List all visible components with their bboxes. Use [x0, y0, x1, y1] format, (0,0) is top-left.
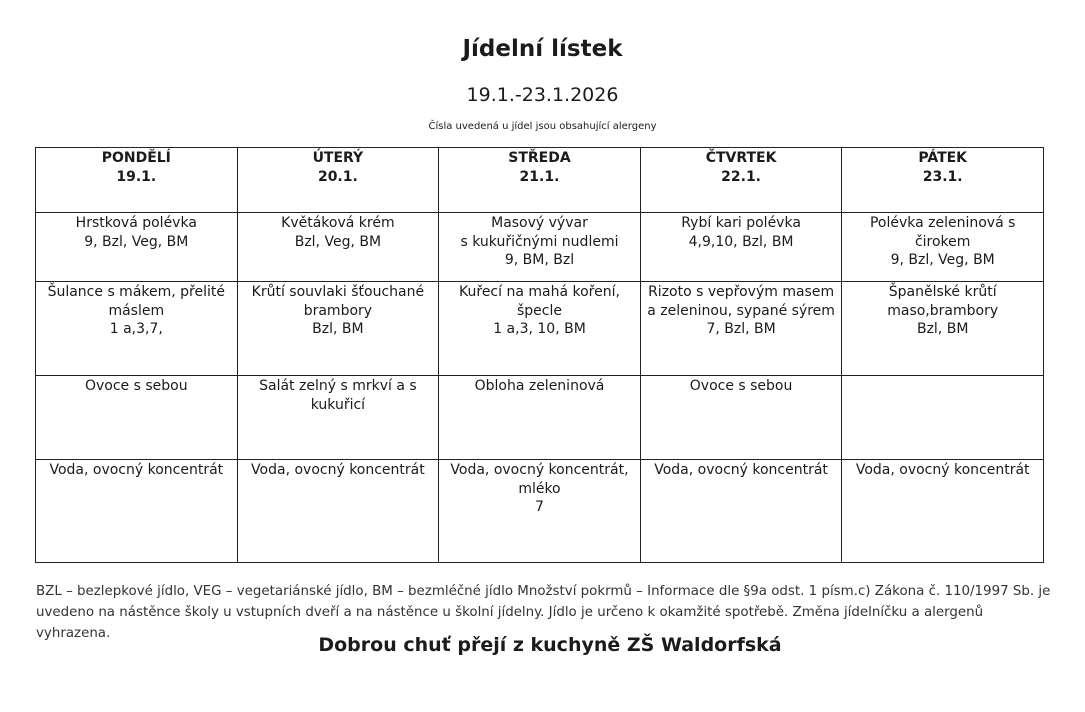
dish-text: Voda, ovocný koncentrát	[654, 462, 828, 478]
menu-cell	[842, 460, 1044, 563]
allergen-note: Čísla uvedená u jídel jsou obsahující alergeny	[428, 121, 657, 132]
date-range: 19.1.-23.1.2026	[466, 84, 619, 106]
day-name: STŘEDA	[508, 150, 571, 166]
menu-cell	[842, 282, 1044, 376]
menu-cell	[640, 213, 842, 282]
menu-cell	[439, 282, 641, 376]
day-name: ÚTERÝ	[312, 150, 364, 166]
header-row	[36, 148, 1044, 213]
dish-text: Květáková krém	[281, 215, 395, 231]
menu-cell	[439, 213, 641, 282]
dish-text: Kuřecí na mahá koření, špecle	[459, 284, 620, 319]
allergens-text: Bzl, Veg, BM	[294, 233, 382, 250]
menu-cell	[237, 376, 439, 460]
menu-cell-empty	[842, 376, 1044, 460]
footer-greeting: Dobrou chuť přejí z kuchyně ZŠ Waldorfská	[318, 634, 782, 656]
allergens-text: 9, Bzl, Veg, BM	[890, 252, 995, 268]
day-header	[237, 148, 439, 213]
legend-text: BZL – bezlepkové jídlo, VEG – vegetariánské jídlo, BM – bezmléčné jídlo Množství pokrmů – Informace dle §9a odst. 1 písm.c) Zákona č. 110/1997 Sb. je uvedeno na nástěnce školy u vstupních dveří a na nástěnce u školní jídelny. Jídlo je určeno k okamžité spotřebě. Změna jídelníčku a alergenů vyhrazena.	[36, 584, 1051, 641]
dish-text: Hrstková polévka	[75, 215, 197, 231]
menu-cell	[237, 460, 439, 563]
menu-cell	[842, 213, 1044, 282]
dish-text: Rybí kari polévka	[681, 215, 801, 231]
day-name: PÁTEK	[918, 150, 968, 166]
allergens-text: Bzl, BM	[916, 321, 969, 337]
dish-text: Ovoce s sebou	[84, 378, 188, 394]
allergens-text: Bzl, BM	[312, 321, 364, 337]
dish-text: Šulance s mákem, přelité máslem	[47, 284, 225, 319]
day-header	[640, 148, 842, 213]
menu-table	[35, 147, 1044, 563]
soup-row	[36, 213, 1044, 282]
day-header	[842, 148, 1044, 213]
dish-text: Voda, ovocný koncentrát, mléko	[450, 462, 629, 497]
menu-cell	[36, 376, 238, 460]
dish-text: Krůtí souvlaki šťouchané brambory	[251, 284, 425, 319]
menu-cell	[640, 376, 842, 460]
allergens-text: 9, Bzl, Veg, BM	[84, 233, 189, 250]
day-header	[439, 148, 641, 213]
menu-cell	[640, 460, 842, 563]
day-header	[36, 148, 238, 213]
day-date: 23.1.	[922, 168, 963, 185]
dish-text: Rizoto s vepřovým masem a zeleninou, sypané sýrem	[647, 284, 835, 319]
dish-text: Obloha zeleninová	[474, 378, 605, 394]
menu-cell	[640, 282, 842, 376]
dish-text: Voda, ovocný koncentrát	[251, 462, 425, 478]
dish-text: Voda, ovocný koncentrát	[855, 462, 1030, 478]
menu-cell	[237, 213, 439, 282]
side-dish-row	[36, 376, 1044, 460]
day-date: 21.1.	[519, 168, 560, 185]
day-name: PONDĚLÍ	[101, 150, 171, 166]
menu-cell	[36, 282, 238, 376]
allergens-text: 4,9,10, Bzl, BM	[688, 233, 794, 250]
allergens-text: 7, Bzl, BM	[706, 321, 776, 337]
allergens-text: 9, BM, Bzl	[504, 252, 575, 268]
dish-text: s kukuřičnými nudlemi	[460, 233, 619, 250]
allergens-text: 1 a,3, 10, BM	[493, 321, 586, 337]
dish-text: Salát zelný s mrkví a s kukuřicí	[259, 378, 417, 413]
dish-text: Španělské krůtí maso,brambory	[887, 284, 999, 319]
menu-cell	[439, 460, 641, 563]
day-name: ČTVRTEK	[705, 150, 777, 166]
menu-cell	[439, 376, 641, 460]
allergens-text: 1 a,3,7,	[109, 321, 163, 337]
dish-text: Masový vývar	[491, 215, 588, 231]
menu-cell	[36, 460, 238, 563]
main-course-row	[36, 282, 1044, 376]
page-title: Jídelní lístek	[462, 36, 623, 62]
dish-text: Voda, ovocný koncentrát	[49, 462, 224, 478]
menu-cell	[36, 213, 238, 282]
drink-row	[36, 460, 1044, 563]
menu-cell	[237, 282, 439, 376]
day-date: 22.1.	[721, 168, 762, 185]
dish-text: Ovoce s sebou	[689, 378, 793, 394]
dish-text: Polévka zeleninová s čirokem	[869, 215, 1016, 250]
allergens-text: 7	[535, 499, 544, 515]
day-date: 19.1.	[116, 168, 157, 185]
day-date: 20.1.	[317, 168, 358, 185]
